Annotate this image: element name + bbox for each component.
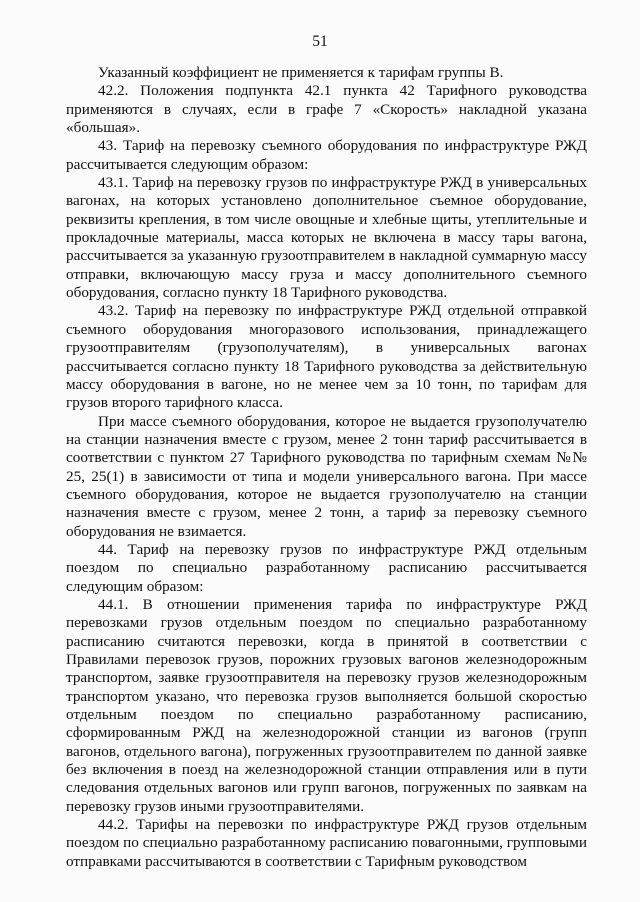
paragraph-42-2: 42.2. Положения подпункта 42.1 пункта 42 Тарифного руководства применяются в случаях, если в графе 7 «Скорость» накладной указана «большая». bbox=[66, 82, 587, 137]
paragraph-43-2: 43.2. Тариф на перевозку по инфраструктуре РЖД отдельной отправкой съемного оборудования многоразового использования, принадлежащего грузоотправителям (грузополучателям), в универсальных вагонах рассчитывается согласно пункту 18 Тарифного руководства за действительную массу оборудования в вагоне, но не менее чем за 10 тонн, по тарифам для грузов второго тарифного класса. bbox=[66, 302, 587, 412]
paragraph-44-2: 44.2. Тарифы на перевозки по инфраструктуре РЖД грузов отдельным поездом по специально разработанному расписанию повагонными, групповыми отправками рассчитываются в соответствии с Тарифным руководством bbox=[66, 816, 587, 870]
paragraph-coefficient-note: Указанный коэффициент не применяется к тарифам группы В. bbox=[98, 64, 504, 81]
document-body bbox=[66, 64, 587, 871]
page-number: 51 bbox=[312, 33, 328, 50]
paragraph-43: 43. Тариф на перевозку съемного оборудования по инфраструктуре РЖД рассчитывается следующим образом: bbox=[66, 137, 587, 173]
paragraph-44-1: 44.1. В отношении применения тарифа по инфраструктуре РЖД перевозками грузов отдельным поездом по специально разработанному расписанию считаются перевозки, когда в принятой в соответствии с Правилами перевозок грузов, порожних грузовых вагонов железнодорожным транспортом, заявке грузоотправителя на перевозку грузов железнодорожным транспортом указано, что перевозка грузов выполняется большой скоростью отдельным поездом по специально разработанному расписанию, сформированным РЖД на железнодорожной станции из вагонов (групп вагонов, отдельного вагона), погруженных грузоотправителем по данной заявке без включения в поезд на железнодорожной станции отправления или в пути следования отдельных вагонов или групп вагонов, погруженных по заявкам на перевозку грузов иными грузоотправителями. bbox=[66, 595, 587, 815]
paragraph-44: 44. Тариф на перевозку грузов по инфраструктуре РЖД отдельным поездом по специально разработанному расписанию рассчитывается следующим образом: bbox=[66, 540, 587, 595]
paragraph-removable-equipment-mass: При массе съемного оборудования, которое не выдается грузополучателю на станции назначения вместе с грузом, менее 2 тонн тариф рассчитывается в соответствии с пунктом 27 Тарифного руководства по тарифным схемам №№ 25, 25(1) в зависимости от типа и модели универсального вагона. При массе съемного оборудования, которое не выдается грузополучателю на станции назначения вместе с грузом, менее 2 тонн, а тариф за перевозку съемного оборудования не взимается. bbox=[66, 412, 587, 540]
paragraph-43-1: 43.1. Тариф на перевозку грузов по инфраструктуре РЖД в универсальных вагонах, на которых установлено дополнительное съемное оборудование, реквизиты крепления, в том числе овощные и хлебные щиты, утеплительные и прокладочные материалы, масса которых не включена в массу тары вагона, рассчитывается за указанную грузоотправителем в накладной суммарную массу отправки, включающую массу груза и массу дополнительного съемного оборудования, согласно пункту 18 Тарифного руководства. bbox=[66, 174, 587, 302]
